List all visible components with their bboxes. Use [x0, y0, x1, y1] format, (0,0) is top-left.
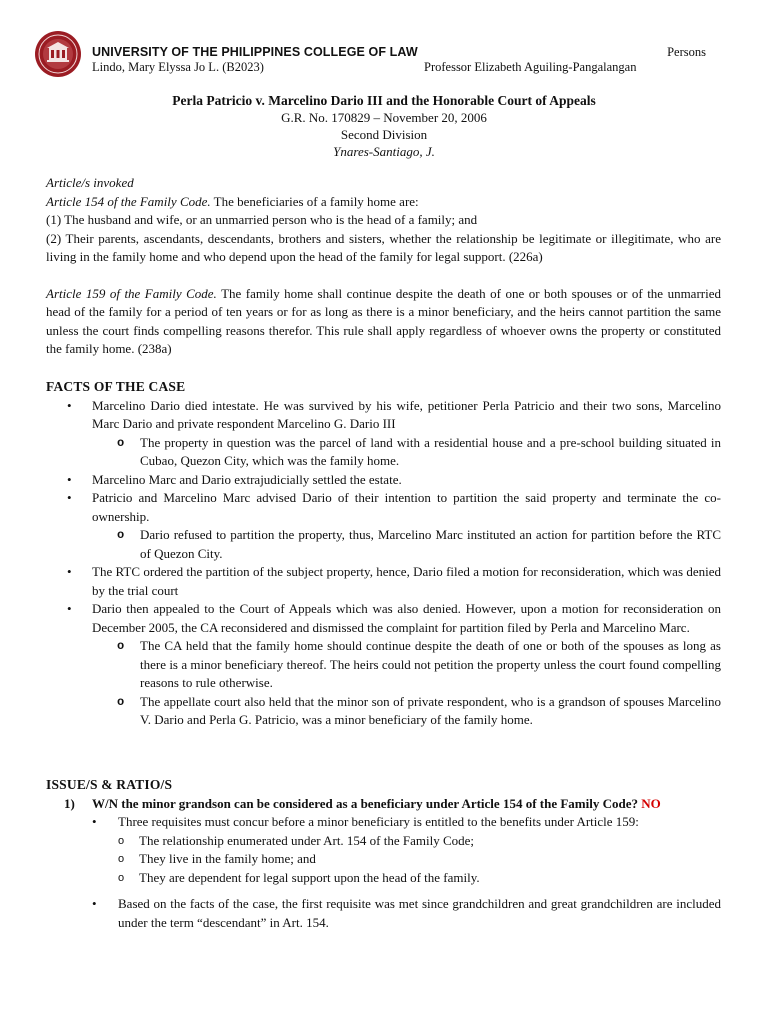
- sub-bullet-marker: o: [117, 528, 125, 542]
- ratio-subitem: [46, 832, 721, 851]
- bullet-marker: •: [67, 490, 72, 505]
- sub-bullet-marker: o: [117, 694, 125, 709]
- up-seal-logo: [34, 30, 82, 78]
- fact-item: [46, 563, 721, 600]
- bullet-marker: •: [92, 896, 97, 911]
- issue-number: 1): [64, 795, 75, 811]
- fact-item: [46, 471, 721, 490]
- case-title: Perla Patricio v. Marcelino Dario III and the Honorable Court of Appeals: [172, 93, 596, 108]
- fact-subitem: [46, 637, 721, 693]
- facts-list: [46, 397, 721, 730]
- fact-subitem: [46, 526, 721, 563]
- issue-answer: NO: [641, 795, 661, 811]
- article-154-item-2: (2) Their parents, ascendants, descendants, brothers and sisters, whether the relationship be legitimate or illegitimate, who are living in the family home and who depend upon the head of the family for legal support. (226a): [46, 230, 721, 264]
- case-gr-number: G.R. No. 170829 – November 20, 2006: [281, 110, 487, 125]
- sub-bullet-marker: o: [118, 871, 125, 884]
- case-division: Second Division: [340, 127, 428, 142]
- ratio-item: [46, 895, 721, 932]
- bullet-marker: •: [92, 814, 97, 829]
- facts-section: [46, 378, 721, 730]
- article-159-ref: Article 159 of the Family Code.: [46, 285, 217, 301]
- university-name: UNIVERSITY OF THE PHILIPPINES COLLEGE OF LAW: [92, 45, 418, 59]
- issues-heading: ISSUE/S & RATIO/S: [46, 777, 173, 792]
- article-154-ref: Article 154 of the Family Code.: [46, 193, 211, 209]
- ratio-subtext: They are dependent for legal support upon the head of the family.: [139, 869, 480, 885]
- fact-text: Patricio and Marcelino Marc advised Dario of their intention to partition the said property and terminate the co-ownership.: [92, 490, 721, 524]
- article-159-text: The family home shall continue despite the death of one or both spouses or of the unmarried head of the family for a period of ten years or for as long as there is a minor beneficiary, and the heirs cannot partition the same unless the court finds compelling reasons therefor. This rule shall apply regardless of whoever owns the property or constituted the family home. (238a): [46, 285, 721, 356]
- fact-subtext: The CA held that the family home should continue despite the death of one or both of the spouses as long as there is a minor beneficiary thereof. The heirs could not petition the property unless the court found compelling reasons to rule otherwise.: [140, 638, 721, 690]
- fact-item: [46, 600, 721, 637]
- article-154-text: The beneficiaries of a family home are:: [210, 193, 419, 209]
- fact-text: Dario then appealed to the Court of Appeals which was also denied. However, upon a motion for reconsideration on December 2005, the CA reconsidered and dismissed the complaint for partition filed by Perla and Marcelino Marc.: [92, 601, 721, 635]
- bullet-marker: •: [67, 601, 72, 616]
- fact-subitem: [46, 693, 721, 730]
- article-154-item-1: (1) The husband and wife, or an unmarried person who is the head of a family; and: [46, 212, 478, 227]
- issues-section: [46, 776, 721, 932]
- bullet-marker: •: [67, 397, 72, 413]
- case-ponente: Ynares-Santiago, J.: [333, 144, 435, 159]
- fact-item: [46, 397, 721, 434]
- fact-text: Marcelino Marc and Dario extrajudicially settled the estate.: [92, 471, 402, 487]
- professor-name: Professor Elizabeth Aguiling-Pangalangan: [424, 60, 637, 74]
- fact-item: [46, 489, 721, 526]
- ratio-subtext: The relationship enumerated under Art. 154 of the Family Code;: [139, 832, 475, 848]
- bullet-marker: •: [67, 471, 72, 487]
- ratio-subitem: [46, 850, 721, 869]
- fact-subtext: Dario refused to partition the property, thus, Marcelino Marc instituted an action for partition before the RTC of Quezon City.: [140, 527, 721, 561]
- articles-section: [46, 174, 721, 359]
- ratio-subtext: They live in the family home; and: [139, 851, 316, 866]
- fact-subtext: The property in question was the parcel of land with a residential house and a pre-school building situated in Cubao, Quezon City, which was the family home.: [140, 434, 721, 468]
- article-154: [46, 193, 721, 212]
- author-name: Lindo, Mary Elyssa Jo L. (B2023): [92, 60, 264, 74]
- sub-bullet-marker: o: [117, 435, 125, 450]
- sub-bullet-marker: o: [117, 639, 125, 653]
- fact-subitem: [46, 434, 721, 471]
- articles-heading: Article/s invoked: [46, 175, 134, 190]
- issue-question: W/N the minor grandson can be considered as a beneficiary under Article 154 of the Family Code?: [92, 795, 638, 811]
- fact-text: Marcelino Dario died intestate. He was survived by his wife, petitioner Perla Patricio and their two sons, Marcelino Marc Dario and private respondent Marcelino G. Dario III: [92, 397, 721, 431]
- ratio-text: Based on the facts of the case, the first requisite was met since grandchildren and great grandchildren are included under the term “descendant” in Art. 154.: [118, 896, 721, 930]
- article-159: [46, 285, 721, 359]
- facts-heading: FACTS OF THE CASE: [46, 379, 186, 394]
- fact-text: The RTC ordered the partition of the subject property, hence, Dario filed a motion for reconsideration, which was denied by the trial court: [92, 564, 721, 598]
- bullet-marker: •: [67, 564, 72, 579]
- ratio-list: [46, 813, 721, 932]
- ratio-subitem: [46, 869, 721, 888]
- ratio-text: Three requisites must concur before a minor beneficiary is entitled to the benefits under Article 159:: [118, 814, 639, 829]
- fact-subtext: The appellate court also held that the minor son of private respondent, who is a grandson of spouses Marcelino V. Dario and Perla G. Patricio, was a minor beneficiary of the family home.: [140, 693, 721, 727]
- issue-1: [46, 795, 721, 814]
- sub-bullet-marker: o: [118, 853, 125, 865]
- ratio-item: [46, 813, 721, 832]
- subject-label: Persons: [667, 45, 706, 59]
- sub-bullet-marker: o: [118, 834, 125, 847]
